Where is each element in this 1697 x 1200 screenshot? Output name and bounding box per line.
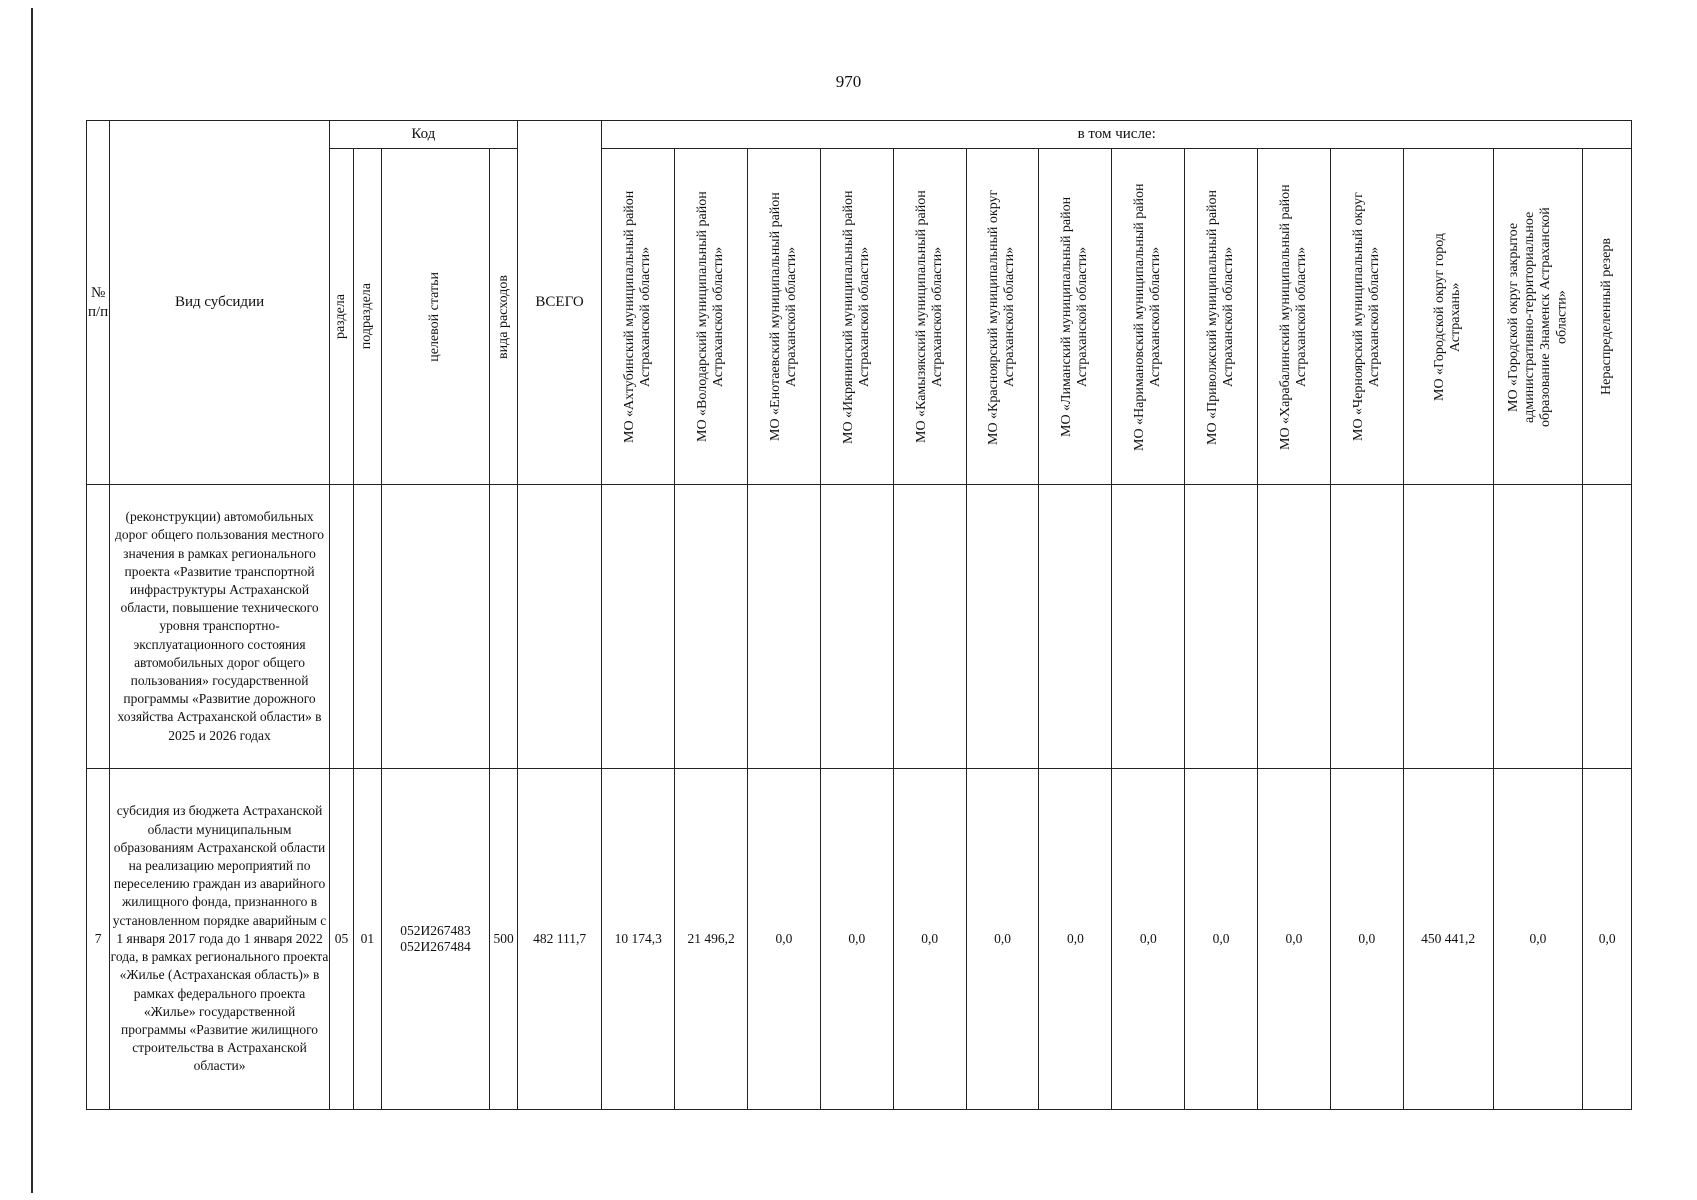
- row-target-article-1: 052И267483: [400, 922, 471, 938]
- empty-cell: [602, 485, 675, 769]
- empty-cell: [893, 485, 966, 769]
- empty-cell: [517, 485, 601, 769]
- header-kind: Вид субсидии: [174, 294, 265, 311]
- header-total: ВСЕГО: [535, 294, 584, 311]
- value-kharabalinsky: 0,0: [1258, 769, 1331, 1110]
- value-krasnoyarsky: 0,0: [966, 769, 1039, 1110]
- header-including: в том числе:: [602, 121, 1632, 149]
- header-municipality-kharabalinsky: МО «Харабалинский муниципальный район Астраханской области»: [1277, 183, 1309, 450]
- row-total: 482 111,7: [517, 769, 601, 1110]
- row-target-article-cell: [381, 769, 490, 1110]
- header-mun-cell: [893, 149, 966, 485]
- empty-cell: [1039, 485, 1112, 769]
- header-municipality-krasnoyarsky: МО «Красноярский муниципальный округ Астраханской области»: [986, 188, 1018, 445]
- header-mun-cell: [1493, 149, 1583, 485]
- header-mun-cell: [675, 149, 748, 485]
- empty-cell: [354, 485, 381, 769]
- header-municipality-limansky: МО «Лиманский муниципальный район Астраханской области»: [1059, 196, 1091, 437]
- header-num: № п/п: [87, 285, 109, 320]
- page-number: 970: [835, 72, 862, 91]
- header-num-cell: [87, 121, 110, 485]
- value-unallocated-reserve: 0,0: [1583, 769, 1632, 1110]
- header-municipality-znamensk: МО «Городской округ закрытое административно-территориальное образование Знаменск Астраханской области»: [1505, 206, 1569, 427]
- header-kind-cell: [110, 121, 330, 485]
- header-municipality-privolzhsky: МО «Приволжский муниципальный район Астраханской области»: [1205, 189, 1237, 445]
- header-unallocated-reserve: Нераспределенный резерв: [1599, 238, 1615, 395]
- empty-cell: [966, 485, 1039, 769]
- value-limansky: 0,0: [1039, 769, 1112, 1110]
- header-mun-cell: [602, 149, 675, 485]
- row-section: 05: [329, 769, 353, 1110]
- row-target-article-2: 052И267484: [400, 939, 471, 954]
- header-mun-cell: [1403, 149, 1493, 485]
- value-privolzhsky: 0,0: [1185, 769, 1258, 1110]
- row-num: 7: [87, 769, 110, 1110]
- table-row-7: [87, 769, 1632, 1110]
- empty-cell: [1112, 485, 1185, 769]
- value-znamensk: 0,0: [1493, 769, 1583, 1110]
- value-kamyzyaksky: 0,0: [893, 769, 966, 1110]
- header-mun-cell: [1330, 149, 1403, 485]
- header-target-article: целевой статьи: [427, 271, 443, 362]
- header-expense-type-cell: [490, 149, 517, 485]
- header-municipality-akhtubinsky: МО «Ахтубинский муниципальный район Астраханской области»: [622, 190, 654, 443]
- header-municipality-ikryaninsky: МО «Икрянинский муниципальный район Астраханской области»: [840, 189, 872, 444]
- empty-cell: [748, 485, 821, 769]
- subsidy-table: [86, 120, 1632, 1110]
- header-municipality-kamyzyaksky: МО «Камызякский муниципальный район Астраханской области»: [913, 190, 945, 443]
- header-municipality-narimanovsky: МО «Наримановский муниципальный район Астраханской области»: [1132, 182, 1164, 451]
- value-ikryaninsky: 0,0: [820, 769, 893, 1110]
- header-section: раздела: [333, 293, 349, 340]
- header-mun-cell: [1185, 149, 1258, 485]
- row-expense-type: 500: [490, 769, 517, 1110]
- header-municipality-enotaevsky: МО «Енотаевский муниципальный район Астраханской области»: [767, 192, 799, 441]
- row-num: [87, 485, 110, 769]
- empty-cell: [1258, 485, 1331, 769]
- header-municipality-volodarsky: МО «Володарский муниципальный район Астраханской области»: [695, 191, 727, 442]
- value-akhtubinsky: 10 174,3: [602, 769, 675, 1110]
- header-mun-cell: [820, 149, 893, 485]
- empty-cell: [490, 485, 517, 769]
- header-subsection-cell: [354, 149, 381, 485]
- table-row-continuation: [87, 485, 1632, 769]
- empty-cell: [329, 485, 353, 769]
- empty-cell: [675, 485, 748, 769]
- header-expense-type: вида расходов: [495, 274, 511, 359]
- value-volodarsky: 21 496,2: [675, 769, 748, 1110]
- header-target-article-cell: [381, 149, 490, 485]
- empty-cell: [820, 485, 893, 769]
- value-enotaevsky: 0,0: [748, 769, 821, 1110]
- header-code: Код: [329, 121, 517, 149]
- empty-cell: [1493, 485, 1583, 769]
- header-mun-cell: [1583, 149, 1632, 485]
- binding-line: [31, 8, 33, 1193]
- empty-cell: [381, 485, 490, 769]
- value-chernoyarsky: 0,0: [1330, 769, 1403, 1110]
- row-description: (реконструкции) автомобильных дорог общего пользования местного значения в рамках регионального проекта «Развитие транспортной инфраструктуры Астраханской области, повышение технического уровня транспортно-эксплуатационного состояния автомобильных дорог общего пользования» государственной программы «Развитие дорожного хозяйства Астраханской области» в 2025 и 2026 годах: [110, 485, 330, 769]
- empty-cell: [1185, 485, 1258, 769]
- header-municipality-astrakhan: МО «Городской округ город Астрахань»: [1432, 232, 1464, 401]
- header-row-top: [87, 121, 1632, 149]
- row-subsection: 01: [354, 769, 381, 1110]
- header-mun-cell: [1258, 149, 1331, 485]
- empty-cell: [1403, 485, 1493, 769]
- value-astrakhan: 450 441,2: [1403, 769, 1493, 1110]
- header-mun-cell: [1112, 149, 1185, 485]
- empty-cell: [1330, 485, 1403, 769]
- empty-cell: [1583, 485, 1632, 769]
- row-description: субсидия из бюджета Астраханской области муниципальным образованиям Астраханской области на реализацию мероприятий по переселению граждан из аварийного жилищного фонда, признанного в установленном порядке аварийным с 1 января 2017 года до 1 января 2022 года, в рамках регионального проекта «Жилье (Астраханская область)» в рамках федерального проекта «Жилье» государственной программы «Развитие жилищного строительства в Астраханской области»: [110, 769, 330, 1110]
- header-mun-cell: [748, 149, 821, 485]
- header-mun-cell: [1039, 149, 1112, 485]
- header-total-cell: [517, 121, 601, 485]
- value-narimanovsky: 0,0: [1112, 769, 1185, 1110]
- header-mun-cell: [966, 149, 1039, 485]
- header-subsection: подраздела: [359, 283, 375, 350]
- header-section-cell: [329, 149, 353, 485]
- header-municipality-chernoyarsky: МО «Черноярский муниципальный округ Астраханской области»: [1350, 192, 1382, 441]
